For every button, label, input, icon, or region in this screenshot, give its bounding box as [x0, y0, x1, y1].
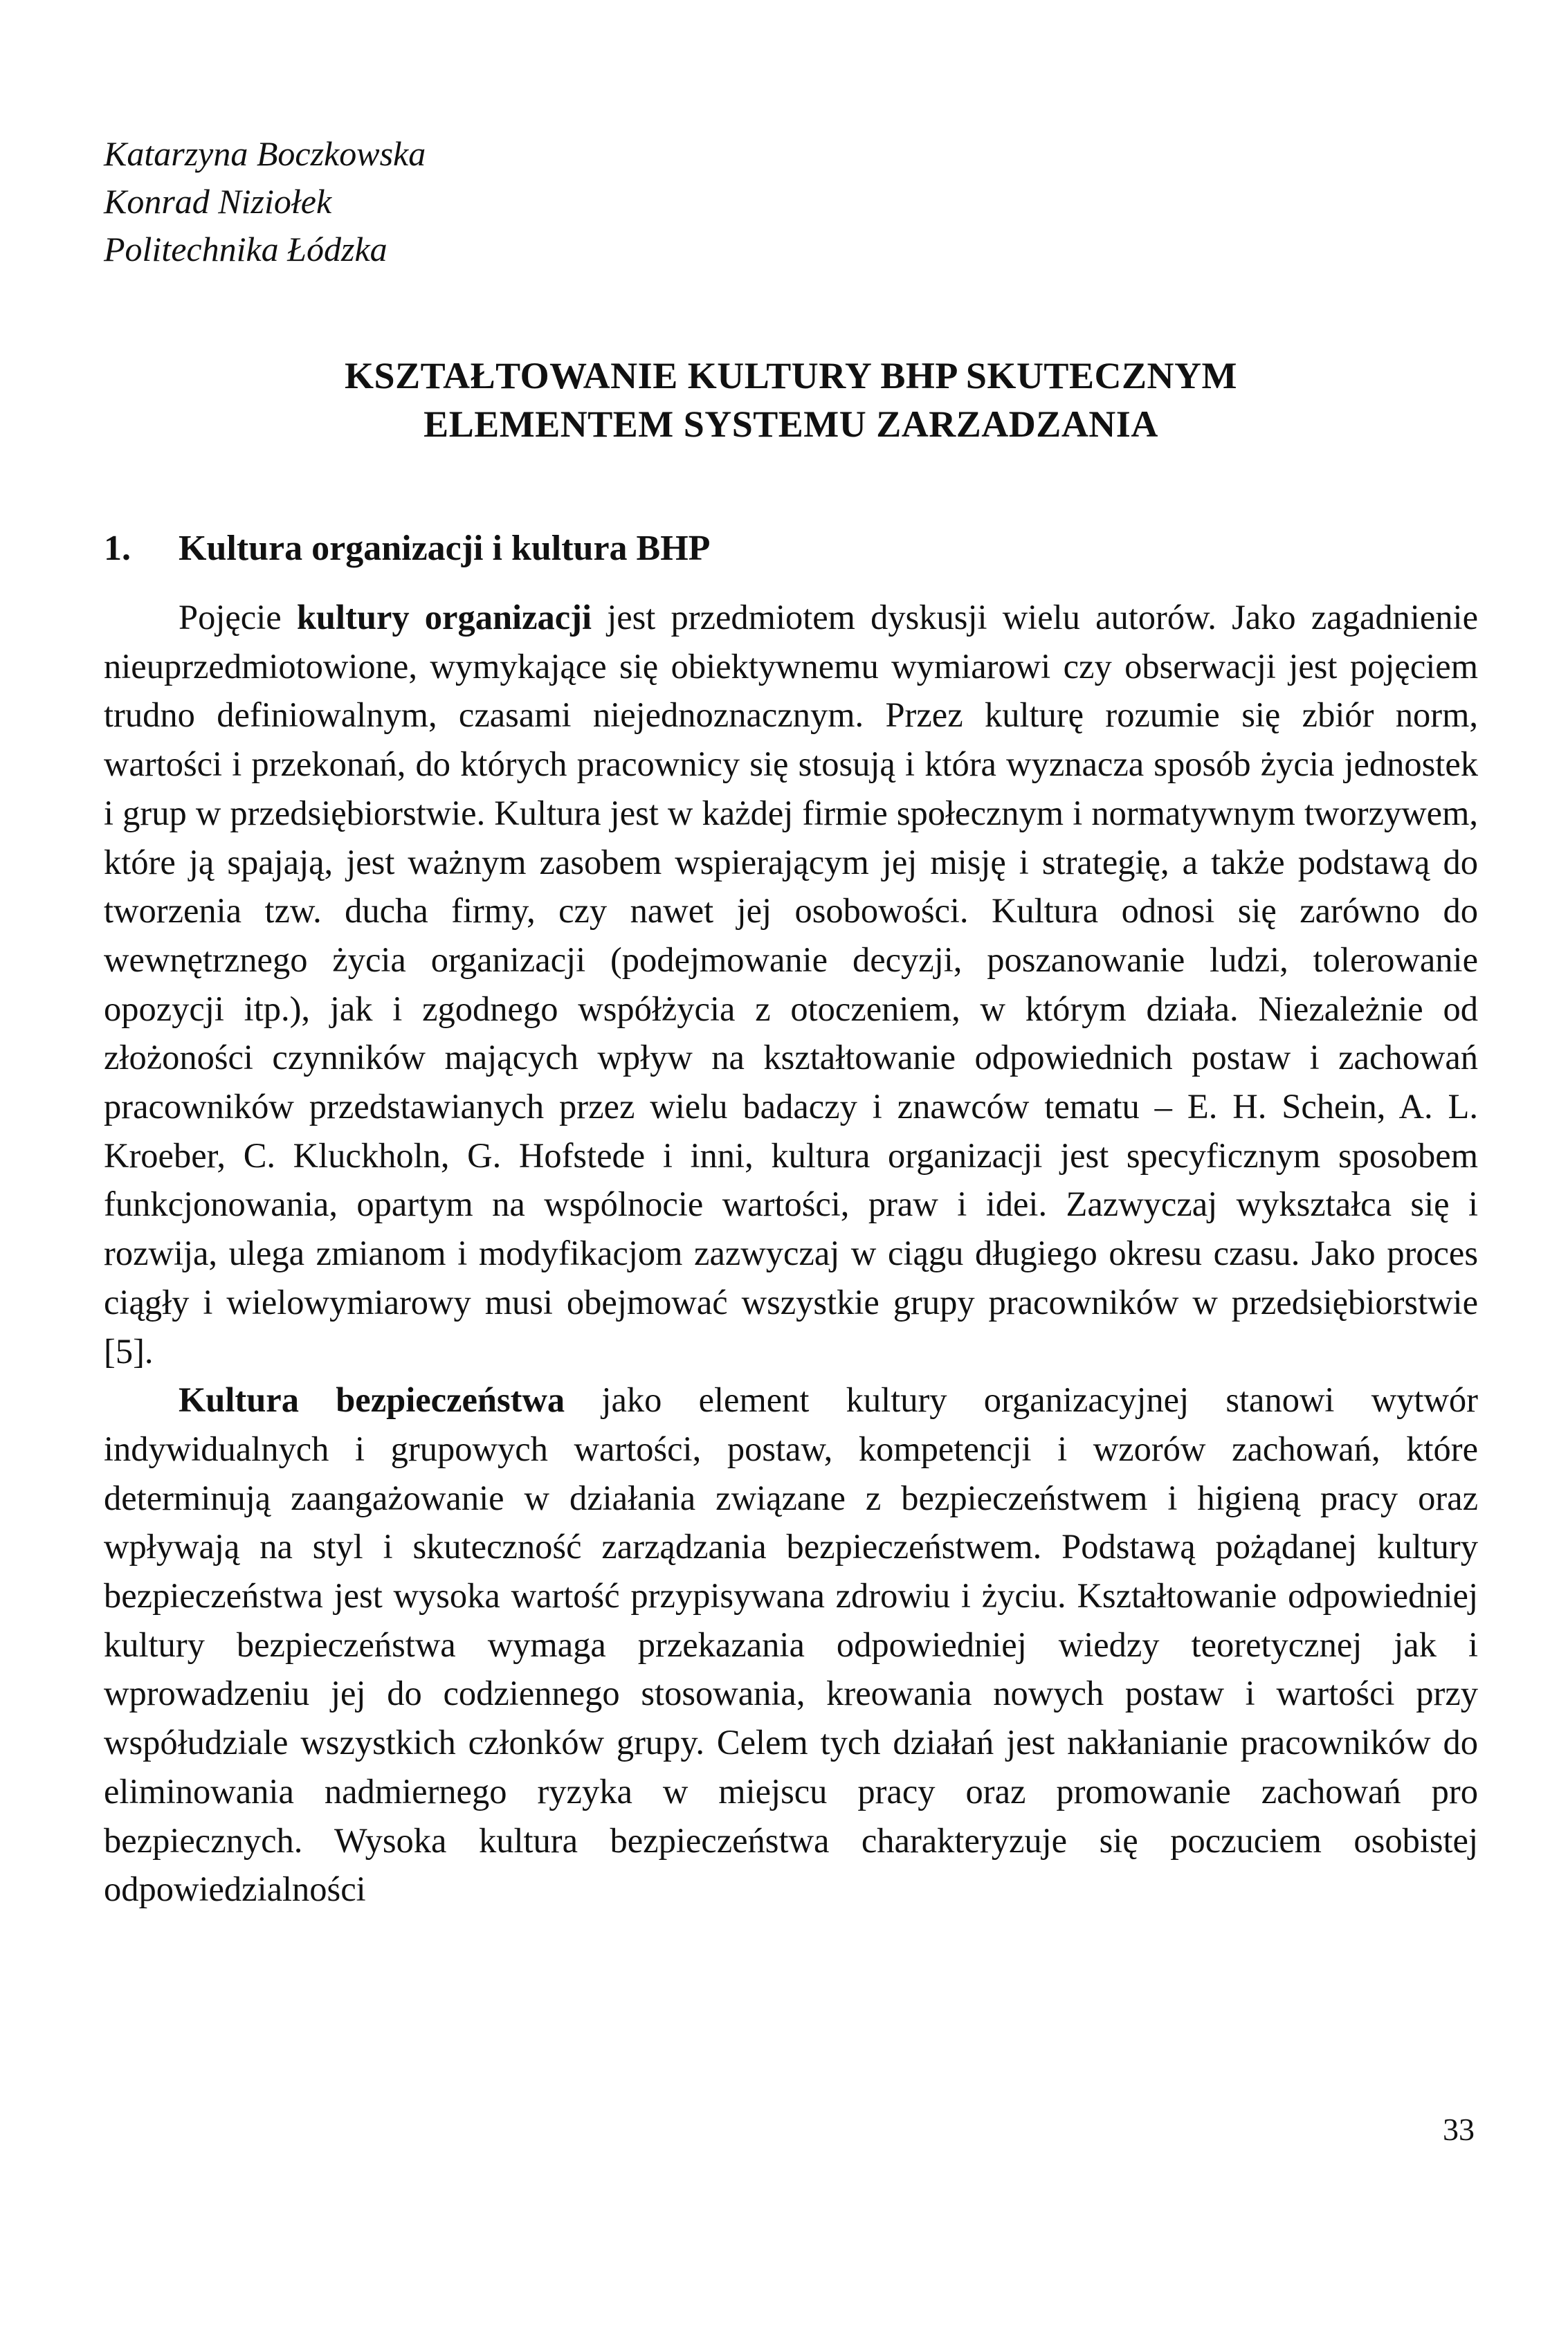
page-number: 33 [1443, 2112, 1475, 2147]
bold-term: kultury organizacji [296, 598, 592, 637]
author-name: Katarzyna Boczkowska [104, 134, 426, 173]
author-block [104, 130, 426, 273]
author-name: Konrad Niziołek [104, 182, 332, 221]
paragraph-text: jest przedmiotem dyskusji wielu autorów. Jako zagadnienie nieuprzedmiotowione, wymykające się obiektywnemu wymiarowi czy obserwacji jest pojęciem trudno definiowalnym, czasami niejednoznacznym. Przez kulturę rozumie się zbiór norm, wartości i przekonań, do których pracownicy się stosują i która wyznacza sposób życia jednostek i grup w przedsiębiorstwie. Kultura jest w każdej firmie społecznym i normatywnym tworzywem, które ją spajają, jest ważnym zasobem wspierającym jej misję i strategię, a także podstawą do tworzenia tzw. ducha firmy, czy nawet jej osobowości. Kultura odnosi się zarówno do wewnętrznego życia organizacji (podejmowanie decyzji, poszanowanie ludzi, tolerowanie opozycji itp.), jak i zgodnego współżycia z otoczeniem, w którym działa. Niezależnie od złożoności czynników mających wpływ na kształtowanie odpowiednich postaw i zachowań pracowników przedstawianych przez wielu badaczy i znawców tematu – E. H. Schein, A. L. Kroeber, C. Kluckholn, G. Hofstede i inni, kultura organizacji jest specyficznym sposobem funkcjonowania, opartym na wspólnocie wartości, praw i idei. Zazwyczaj wykształca się i rozwija, ulega zmianom i modyfikacjom zazwyczaj w ciągu długiego okresu czasu. Jako proces ciągły i wielowymiarowy musi obejmować wszystkie grupy pracowników w przedsiębiorstwie [5]. [104, 598, 1478, 1371]
paragraph [104, 1376, 1478, 1914]
section-title: Kultura organizacji i kultura BHP [179, 529, 711, 568]
bold-term: Kultura bezpieczeństwa [179, 1380, 565, 1420]
paper-title-line: KSZTAŁTOWANIE KULTURY BHP SKUTECZNYM [345, 355, 1237, 396]
author-affiliation: Politechnika Łódzka [104, 230, 388, 268]
paragraph-lead: Pojęcie [179, 598, 297, 637]
section-number: 1. [104, 529, 131, 568]
paper-title-line: ELEMENTEM SYSTEMU ZARZADZANIA [423, 403, 1158, 445]
paragraph-text: jako element kultury organizacyjnej stanowi wytwór indywidualnych i grupowych wartości, postaw, kompetencji i wzorów zachowań, które determinują zaangażowanie w działania związane z bezpieczeństwem i higieną pracy oraz wpływają na styl i skuteczność zarządzania bezpieczeństwem. Podstawą pożądanej kultury bezpieczeństwa jest wysoka wartość przypisywana zdrowiu i życiu. Kształtowanie odpowiedniej kultury bezpieczeństwa wymaga przekazania odpowiedniej wiedzy teoretycznej jak i wprowadzeniu jej do codziennego stosowania, kreowania nowych postaw i wartości przy współudziale wszystkich członków grupy. Celem tych działań jest nakłanianie pracowników do eliminowania nadmiernego ryzyka w miejscu pracy oraz promowanie zachowań pro bezpiecznych. Wysoka kultura bezpieczeństwa charakteryzuje się poczuciem osobistej odpowiedzialności [104, 1380, 1478, 1909]
body-text [104, 593, 1478, 1914]
section-heading [104, 524, 710, 573]
paper-title [104, 351, 1478, 448]
paragraph [104, 593, 1478, 1376]
